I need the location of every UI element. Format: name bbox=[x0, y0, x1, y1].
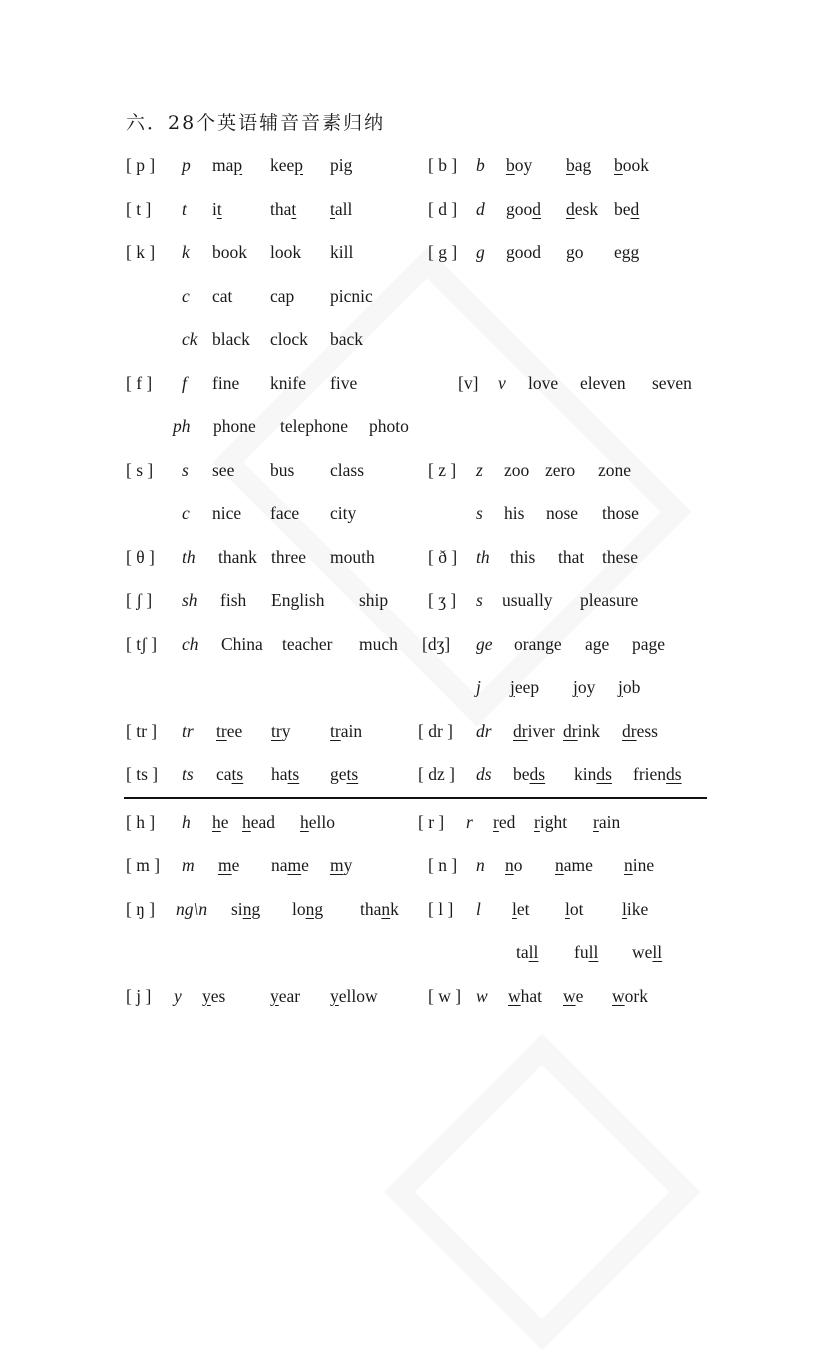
example-word: full bbox=[574, 942, 599, 962]
ipa-symbol: [ r ] bbox=[418, 811, 445, 832]
example-word: long bbox=[292, 898, 324, 919]
example-word: class bbox=[330, 459, 365, 480]
example-word: book bbox=[212, 242, 247, 262]
letter-combination: dr bbox=[476, 720, 492, 741]
letter-combination: z bbox=[476, 459, 483, 480]
example-word: phone bbox=[213, 416, 256, 436]
letter-combination: p bbox=[182, 155, 191, 175]
ipa-symbol: [ ʒ ] bbox=[428, 590, 457, 610]
table-row bbox=[0, 754, 830, 798]
example-word: nice bbox=[212, 503, 242, 523]
ipa-symbol: [ n ] bbox=[428, 855, 458, 875]
example-word: pleasure bbox=[580, 590, 639, 610]
ipa-symbol: [dʒ] bbox=[422, 633, 451, 654]
table-row bbox=[0, 232, 830, 276]
table-row bbox=[0, 493, 830, 537]
example-word: eleven bbox=[580, 372, 626, 393]
example-word: black bbox=[212, 329, 250, 349]
example-word: thank bbox=[218, 546, 257, 567]
example-word: this bbox=[510, 546, 536, 567]
example-word: work bbox=[612, 985, 648, 1006]
letter-combination: c bbox=[182, 503, 190, 523]
example-word: English bbox=[271, 590, 325, 610]
letter-combination: c bbox=[182, 285, 190, 306]
example-word: red bbox=[493, 811, 516, 832]
example-word: tall bbox=[516, 942, 539, 962]
example-word: bed bbox=[614, 198, 640, 219]
letter-combination: th bbox=[476, 546, 490, 567]
table-row bbox=[0, 711, 830, 755]
ipa-symbol: [ tʃ ] bbox=[126, 633, 158, 654]
letter-combination: ts bbox=[182, 764, 194, 784]
example-word: kinds bbox=[574, 764, 612, 784]
ipa-symbol: [ k ] bbox=[126, 242, 156, 262]
ipa-symbol: [ θ ] bbox=[126, 546, 155, 567]
letter-combination: ds bbox=[476, 764, 492, 784]
example-word: beds bbox=[513, 764, 546, 784]
ipa-symbol: [ j ] bbox=[126, 985, 152, 1006]
section-divider bbox=[124, 797, 707, 799]
table-row bbox=[0, 845, 830, 889]
letter-combination: r bbox=[466, 811, 473, 832]
example-word: drink bbox=[563, 720, 600, 741]
letter-combination: n bbox=[476, 855, 485, 875]
example-word: tall bbox=[330, 198, 353, 219]
example-word: good bbox=[506, 242, 541, 262]
ipa-symbol: [ ŋ ] bbox=[126, 898, 156, 919]
example-word: China bbox=[221, 633, 263, 654]
ipa-symbol: [ z ] bbox=[428, 459, 457, 480]
example-word: train bbox=[330, 720, 363, 741]
example-word: head bbox=[242, 811, 276, 832]
example-word: good bbox=[506, 198, 541, 219]
ipa-symbol: [v] bbox=[458, 372, 479, 393]
example-word: orange bbox=[514, 633, 562, 654]
example-word: try bbox=[271, 720, 291, 741]
letter-combination: f bbox=[182, 372, 187, 393]
example-word: map bbox=[212, 155, 243, 175]
ipa-symbol: [ s ] bbox=[126, 459, 154, 480]
example-word: well bbox=[632, 942, 663, 962]
example-word: cap bbox=[270, 285, 295, 306]
example-word: these bbox=[602, 546, 638, 567]
example-word: city bbox=[330, 503, 357, 523]
example-word: name bbox=[555, 855, 593, 875]
letter-combination: s bbox=[476, 503, 483, 523]
example-word: my bbox=[330, 855, 353, 875]
table-row bbox=[0, 932, 830, 976]
example-word: seven bbox=[652, 372, 692, 393]
example-word: yes bbox=[202, 985, 226, 1006]
example-word: boy bbox=[506, 155, 533, 175]
example-word: zoo bbox=[504, 459, 530, 480]
example-word: nine bbox=[624, 855, 655, 875]
letter-combination: ck bbox=[182, 329, 198, 349]
letter-combination: ph bbox=[173, 416, 191, 436]
example-word: let bbox=[512, 898, 530, 919]
watermark-shape bbox=[384, 1034, 701, 1350]
example-word: telephone bbox=[280, 416, 349, 436]
example-word: what bbox=[508, 985, 543, 1006]
example-word: rain bbox=[593, 811, 621, 832]
letter-combination: h bbox=[182, 811, 191, 832]
letter-combination: th bbox=[182, 546, 196, 567]
ipa-symbol: [ p ] bbox=[126, 155, 156, 175]
example-word: that bbox=[558, 546, 585, 567]
example-word: keep bbox=[270, 155, 304, 175]
example-word: desk bbox=[566, 198, 599, 219]
table-row bbox=[0, 145, 830, 189]
example-word: right bbox=[534, 811, 568, 832]
consonant-table bbox=[0, 145, 830, 1019]
letter-combination: v bbox=[498, 372, 506, 393]
letter-combination: ch bbox=[182, 633, 199, 654]
example-word: cats bbox=[216, 764, 244, 784]
example-word: it bbox=[212, 198, 222, 219]
example-word: sing bbox=[231, 898, 261, 919]
ipa-symbol: [ g ] bbox=[428, 242, 458, 262]
example-word: we bbox=[563, 985, 584, 1006]
letter-combination: j bbox=[476, 677, 481, 697]
example-word: jeep bbox=[510, 677, 540, 697]
letter-combination: y bbox=[174, 985, 182, 1006]
example-word: thank bbox=[360, 898, 399, 919]
example-word: cat bbox=[212, 285, 233, 306]
ipa-symbol: [ tr ] bbox=[126, 720, 158, 741]
example-word: no bbox=[505, 855, 523, 875]
example-word: he bbox=[212, 811, 229, 832]
example-word: year bbox=[270, 985, 301, 1006]
example-word: three bbox=[271, 546, 306, 567]
ipa-symbol: [ f ] bbox=[126, 372, 153, 393]
example-word: that bbox=[270, 198, 297, 219]
example-word: job bbox=[618, 677, 641, 697]
example-word: like bbox=[622, 898, 649, 919]
example-word: picnic bbox=[330, 285, 373, 306]
example-word: lot bbox=[565, 898, 584, 919]
example-word: see bbox=[212, 459, 235, 480]
ipa-symbol: [ m ] bbox=[126, 855, 161, 875]
letter-combination: t bbox=[182, 198, 187, 219]
table-row bbox=[0, 363, 830, 407]
letter-combination: s bbox=[476, 590, 483, 610]
example-word: driver bbox=[513, 720, 555, 741]
ipa-symbol: [ ʃ ] bbox=[126, 590, 153, 610]
table-row bbox=[0, 667, 830, 711]
table-row bbox=[0, 580, 830, 624]
example-word: much bbox=[359, 633, 398, 654]
letter-combination: sh bbox=[182, 590, 198, 610]
example-word: pig bbox=[330, 155, 353, 175]
letter-combination: ge bbox=[476, 633, 493, 654]
example-word: fish bbox=[220, 590, 247, 610]
letter-combination: s bbox=[182, 459, 189, 480]
example-word: hello bbox=[300, 811, 335, 832]
ipa-symbol: [ w ] bbox=[428, 985, 462, 1006]
table-row bbox=[0, 537, 830, 581]
example-word: book bbox=[614, 155, 649, 175]
ipa-symbol: [ ð ] bbox=[428, 546, 458, 567]
example-word: name bbox=[271, 855, 309, 875]
ipa-symbol: [ h ] bbox=[126, 811, 156, 832]
table-row bbox=[0, 276, 830, 320]
letter-combination: b bbox=[476, 155, 485, 175]
table-row bbox=[0, 889, 830, 933]
ipa-symbol: [ dz ] bbox=[418, 764, 455, 784]
letter-combination: tr bbox=[182, 720, 194, 741]
example-word: hats bbox=[271, 764, 300, 784]
example-word: tree bbox=[216, 720, 243, 741]
example-word: kill bbox=[330, 242, 354, 262]
example-word: friends bbox=[633, 764, 682, 784]
ipa-symbol: [ b ] bbox=[428, 155, 458, 175]
ipa-symbol: [ d ] bbox=[428, 198, 458, 219]
example-word: egg bbox=[614, 242, 640, 262]
example-word: back bbox=[330, 329, 364, 349]
table-row bbox=[0, 450, 830, 494]
example-word: zero bbox=[545, 459, 576, 480]
example-word: page bbox=[632, 633, 666, 654]
example-word: go bbox=[566, 242, 584, 262]
example-word: clock bbox=[270, 329, 308, 349]
ipa-symbol: [ dr ] bbox=[418, 720, 453, 741]
ipa-symbol: [ ts ] bbox=[126, 764, 159, 784]
example-word: teacher bbox=[282, 633, 333, 654]
example-word: fine bbox=[212, 372, 240, 393]
letter-combination: k bbox=[182, 242, 190, 262]
example-word: yellow bbox=[330, 985, 378, 1006]
table-row bbox=[0, 189, 830, 233]
table-row bbox=[0, 319, 830, 363]
ipa-symbol: [ l ] bbox=[428, 898, 454, 919]
example-word: bus bbox=[270, 459, 295, 480]
example-word: ship bbox=[359, 590, 389, 610]
example-word: mouth bbox=[330, 546, 375, 567]
example-word: bag bbox=[566, 155, 592, 175]
letter-combination: m bbox=[182, 855, 195, 875]
example-word: gets bbox=[330, 764, 359, 784]
letter-combination: l bbox=[476, 898, 481, 919]
table-row bbox=[0, 976, 830, 1020]
page-title: 六．28个英语辅音音素归纳 bbox=[126, 112, 386, 134]
example-word: me bbox=[218, 855, 240, 875]
example-word: face bbox=[270, 503, 300, 523]
example-word: love bbox=[528, 372, 559, 393]
example-word: joy bbox=[573, 677, 596, 697]
example-word: look bbox=[270, 242, 302, 262]
example-word: dress bbox=[622, 720, 658, 741]
example-word: nose bbox=[546, 503, 579, 523]
table-row bbox=[0, 802, 830, 846]
table-row bbox=[0, 406, 830, 450]
example-word: knife bbox=[270, 372, 306, 393]
example-word: usually bbox=[502, 590, 553, 610]
example-word: zone bbox=[598, 459, 632, 480]
table-row bbox=[0, 624, 830, 668]
example-word: his bbox=[504, 503, 525, 523]
letter-combination: ng\n bbox=[176, 898, 208, 919]
example-word: age bbox=[585, 633, 610, 654]
example-word: photo bbox=[369, 416, 409, 436]
letter-combination: d bbox=[476, 198, 485, 219]
ipa-symbol: [ t ] bbox=[126, 198, 152, 219]
example-word: those bbox=[602, 503, 639, 523]
letter-combination: g bbox=[476, 242, 485, 262]
letter-combination: w bbox=[476, 985, 488, 1006]
example-word: five bbox=[330, 372, 358, 393]
